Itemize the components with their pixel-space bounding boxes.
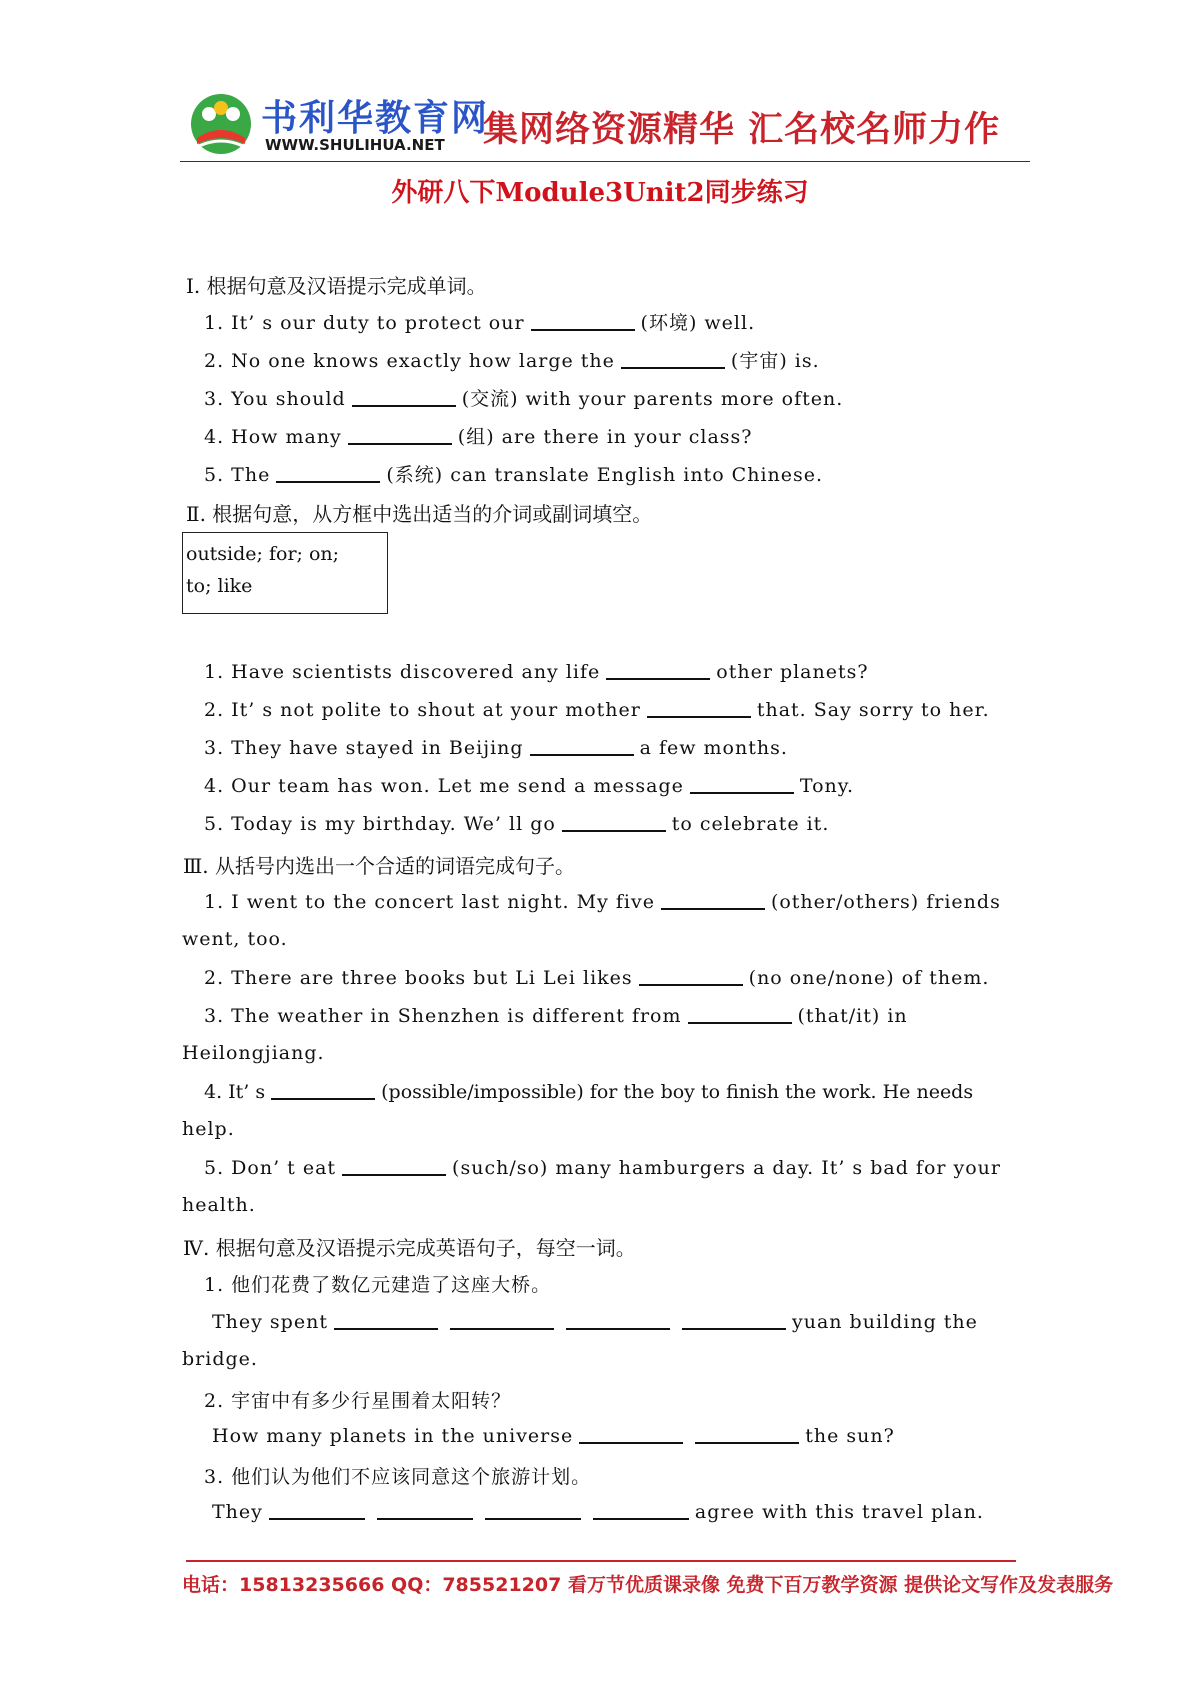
answer-blank[interactable] [606,660,710,680]
question-text: agree with this travel plan. [694,1501,984,1523]
answer-blank[interactable] [348,425,452,445]
question-text: (that/it) in [797,1005,908,1027]
answer-blank[interactable] [695,1424,799,1444]
question-text: 2. There are three books but Li Lei likes [204,967,633,989]
question-text: How many planets in the universe [212,1425,574,1447]
question-text: 4. Our team has won. Let me send a message [204,775,684,797]
s3-question-1-cont: went, too. [182,928,288,950]
question-text: the sun? [805,1425,895,1447]
question-text: 3. The weather in Shenzhen is different from [204,1005,682,1027]
question-text: that. Say sorry to her. [756,699,990,721]
brand-url: WWW.SHULIHUA.NET [265,136,445,154]
answer-blank[interactable] [276,463,380,483]
section-4-heading: Ⅳ. 根据句意及汉语提示完成英语句子，每空一词。 [183,1236,636,1260]
question-text: (possible/impossible) for the boy to finish the work. He needs [381,1081,974,1103]
answer-blank[interactable] [566,1310,670,1330]
header-banner [183,88,1031,160]
answer-blank[interactable] [269,1500,365,1520]
s2-question-3 [204,736,788,759]
answer-blank[interactable] [621,349,725,369]
question-text: a few months. [639,737,788,759]
question-text: 2. No one knows exactly how large the [204,350,615,372]
question-text: They spent [212,1311,328,1333]
question-text: yuan building the [791,1311,978,1333]
question-text: (other/others) friends [770,891,1001,913]
answer-blank[interactable] [639,966,743,986]
question-text: (组) are there in your class? [457,426,753,448]
answer-blank[interactable] [342,1156,446,1176]
s1-question-5 [204,460,823,487]
s3-question-2 [204,966,989,989]
section-1-heading: Ⅰ. 根据句意及汉语提示完成单词。 [186,274,487,298]
answer-blank[interactable] [579,1424,683,1444]
section-3-heading: Ⅲ. 从括号内选出一个合适的词语完成句子。 [183,854,576,878]
question-text: 1. It’ s our duty to protect our [204,312,525,334]
word-box-line: outside; for; on; [186,543,340,565]
s2-question-5 [204,812,829,835]
s1-question-2 [204,346,820,373]
question-text: 3. They have stayed in Beijing [204,737,524,759]
question-text: 1. I went to the concert last night. My five [204,891,655,913]
shulihua-logo-icon [189,92,253,156]
answer-blank[interactable] [647,698,751,718]
answer-blank[interactable] [530,736,634,756]
section-2-heading: Ⅱ. 根据句意，从方框中选出适当的介词或副词填空。 [186,502,653,526]
s3-question-3 [204,1004,908,1027]
answer-blank[interactable] [661,890,765,910]
header-divider [180,161,1030,162]
s3-question-5 [204,1156,1001,1179]
question-text: 5. Today is my birthday. We’ ll go [204,813,556,835]
header-slogan: 集网络资源精华 汇名校名师力作 [483,110,1001,150]
footer-divider [186,1560,1016,1562]
s4-question-1-cont: bridge. [182,1348,258,1370]
s2-question-4 [204,774,854,797]
question-text: 3. You should [204,388,346,410]
answer-blank[interactable] [690,774,794,794]
footer-contact: 电话：15813235666 QQ：785521207 看万节优质课录像 免费下百万教学资源 提供论文写作及发表服务 [182,1574,1114,1596]
question-text: 1. Have scientists discovered any life [204,661,601,683]
question-text: (系统) can translate English into Chinese. [386,464,824,486]
question-text: (宇宙) is. [730,350,820,372]
answer-blank[interactable] [531,311,635,331]
s3-question-4-cont: help. [182,1118,235,1140]
s4-question-2-chinese: 2. 宇宙中有多少行星围着太阳转？ [204,1390,512,1412]
s3-question-4 [204,1080,973,1103]
answer-blank[interactable] [334,1310,438,1330]
question-text: 4. It’ s [204,1081,266,1103]
word-box [182,532,388,614]
answer-blank[interactable] [450,1310,554,1330]
question-text: They [212,1501,263,1523]
answer-blank[interactable] [352,387,456,407]
s1-question-1 [204,308,755,335]
s1-question-4 [204,422,752,449]
s4-question-3 [212,1500,984,1523]
question-text: (环境) well. [640,312,756,334]
question-text: (no one/none) of them. [748,967,990,989]
s4-question-1-chinese: 1. 他们花费了数亿元建造了这座大桥。 [204,1274,552,1296]
question-text: 2. It’ s not polite to shout at your mother [204,699,641,721]
s2-question-2 [204,698,990,721]
question-text: to celebrate it. [671,813,830,835]
brand-name: 书利华教育网 [261,98,490,139]
question-text: other planets? [716,661,869,683]
s4-question-1 [212,1310,978,1333]
s3-question-1 [204,890,1001,913]
question-text: (such/so) many hamburgers a day. It’ s bad for your [452,1157,1001,1179]
answer-blank[interactable] [688,1004,792,1024]
answer-blank[interactable] [562,812,666,832]
s1-question-3 [204,384,843,411]
answer-blank[interactable] [682,1310,786,1330]
page-title: 外研八下Module3Unit2同步练习 [391,178,809,208]
question-text: Tony. [799,775,854,797]
question-text: 5. The [204,464,271,486]
s4-question-2 [212,1424,895,1447]
question-text: 5. Don’ t eat [204,1157,337,1179]
s4-question-3-chinese: 3. 他们认为他们不应该同意这个旅游计划。 [204,1466,592,1488]
word-box-line: to; like [186,575,253,597]
answer-blank[interactable] [593,1500,689,1520]
s2-question-1 [204,660,869,683]
answer-blank[interactable] [271,1080,375,1100]
s3-question-3-cont: Heilongjiang. [182,1042,325,1064]
answer-blank[interactable] [485,1500,581,1520]
s3-question-5-cont: health. [182,1194,256,1216]
answer-blank[interactable] [377,1500,473,1520]
question-text: 4. How many [204,426,342,448]
question-text: (交流) with your parents more often. [461,388,844,410]
